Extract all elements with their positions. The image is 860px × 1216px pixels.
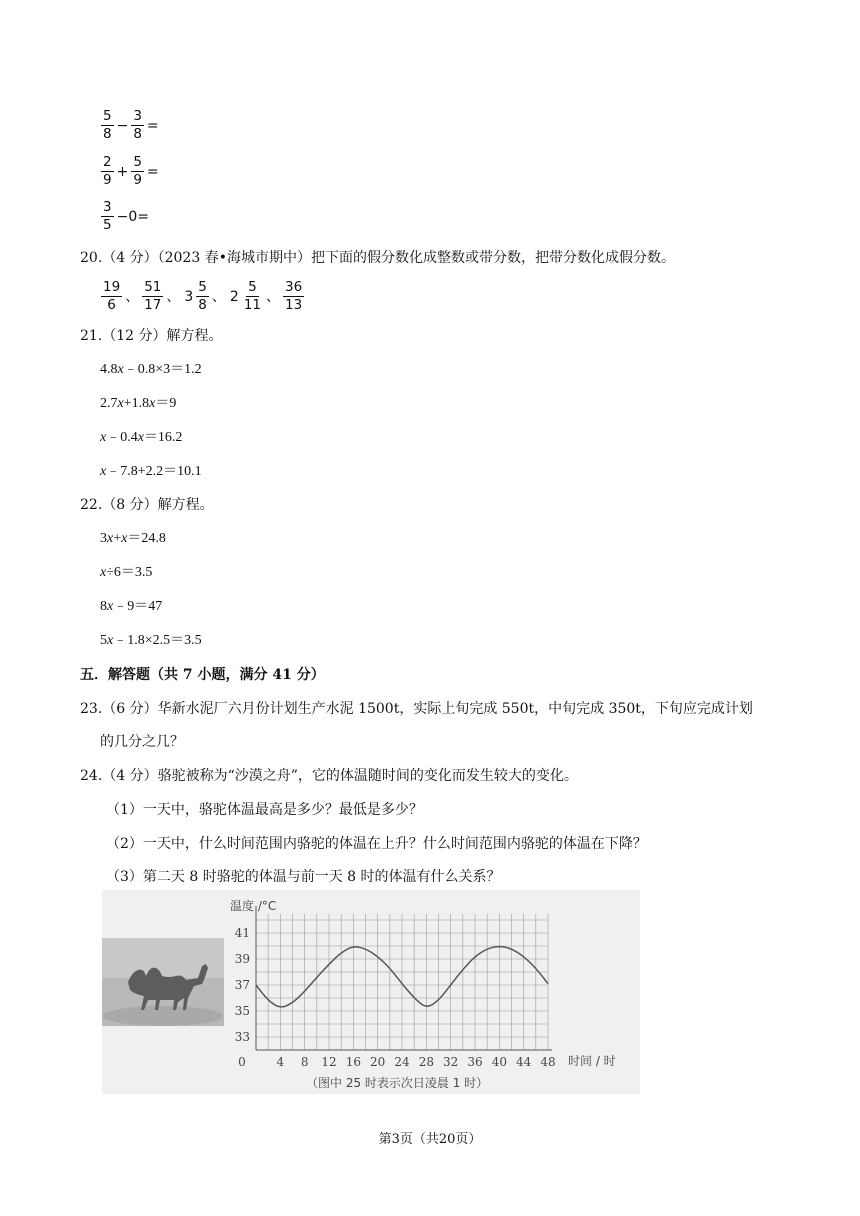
x-tick-label: 0: [238, 1055, 246, 1069]
y-tick-label: 37: [234, 978, 250, 992]
x-tick-label: 4: [276, 1055, 285, 1069]
fraction: $\frac{36}{13}$: [285, 279, 303, 313]
q20-fractions: $\frac{19}{6}$ 、 $\frac{51}{17}$ 、 3 $\frac{5}{8}$ 、 2 $\frac{5}{11}$ 、 $\frac{36}{13}$: [103, 279, 303, 313]
fraction-expr-2: $\frac{2}{9}$ + $\frac{5}{9}$ =: [103, 154, 159, 188]
question-23-cont: 的几分之几？: [100, 734, 184, 750]
x-tick-label: 48: [540, 1055, 556, 1069]
x-tick-label: 8: [300, 1055, 309, 1069]
page-footer: 第3页（共20页）: [378, 1132, 482, 1147]
x-tick-label: 44: [516, 1055, 532, 1069]
sub-question-3: （3）第二天 8 时骆驼的体温与前一天 8 时的体温有什么关系？: [106, 869, 501, 885]
equation: 4.8x﹣0.8×3＝1.2: [100, 362, 202, 377]
question-22: 22.（8 分）解方程。: [80, 497, 214, 513]
fraction-expr-3: $\frac{3}{5}$ −0=: [103, 199, 149, 233]
question-23: 23.（6 分）华新水泥厂六月份计划生产水泥 1500t，实际上旬完成 550t，中旬完成 350t，下旬应完成计划: [80, 701, 753, 717]
fraction: $\frac{3}{8}$: [133, 108, 142, 142]
equation: x÷6＝3.5: [100, 565, 153, 580]
x-tick-label: 12: [321, 1055, 337, 1069]
camel-image: [102, 938, 224, 1026]
fraction: $\frac{3}{5}$: [103, 199, 112, 233]
x-tick-label: 36: [467, 1055, 483, 1069]
x-tick-label: 40: [491, 1055, 507, 1069]
x-axis-label: 时间 / 时: [568, 1054, 616, 1068]
fraction: $\frac{5}{11}$: [243, 279, 261, 313]
fraction: $\frac{5}{9}$: [133, 154, 142, 188]
section-heading: 五．解答题（共 7 小题，满分 41 分）: [80, 667, 325, 683]
y-tick-label: 33: [234, 1030, 250, 1044]
question-24: 24.（4 分）骆驼被称为“沙漠之舟”，它的体温随时间的变化而发生较大的变化。: [80, 768, 578, 784]
question-20: 20.（4 分）（2023 春•海城市期中）把下面的假分数化成整数或带分数，把带分数化成假分数。: [80, 250, 675, 266]
x-tick-label: 32: [443, 1055, 459, 1069]
temperature-line-chart: [226, 890, 640, 1094]
equation: 5x﹣1.8×2.5＝3.5: [100, 633, 202, 648]
fraction: $\frac{5}{8}$: [103, 108, 112, 142]
fraction-expr-1: $\frac{5}{8}$ − $\frac{3}{8}$ =: [103, 108, 159, 142]
y-tick-label: 35: [234, 1004, 250, 1018]
fraction: $\frac{51}{17}$: [144, 279, 162, 313]
fraction: $\frac{19}{6}$: [103, 279, 121, 313]
equation: 3x+x＝24.8: [100, 531, 166, 546]
fraction: $\frac{5}{8}$: [198, 279, 207, 313]
fraction: $\frac{2}{9}$: [103, 154, 112, 188]
y-tick-label: 39: [234, 952, 250, 966]
sub-question-1: （1）一天中，骆驼体温最高是多少？最低是多少？: [106, 802, 423, 818]
chart-caption: （图中 25 时表示次日凌晨 1 时）: [306, 1076, 489, 1090]
x-tick-label: 20: [370, 1055, 386, 1069]
equation: 8x﹣9＝47: [100, 599, 163, 614]
x-tick-label: 24: [394, 1055, 410, 1069]
camel-temperature-figure: [102, 890, 640, 1094]
x-tick-label: 16: [345, 1055, 361, 1069]
equation: x﹣7.8+2.2＝10.1: [100, 464, 202, 479]
question-21: 21.（12 分）解方程。: [80, 328, 223, 344]
y-tick-label: 41: [234, 926, 250, 940]
equation: 2.7x+1.8x＝9: [100, 396, 177, 411]
x-tick-label: 28: [418, 1055, 434, 1069]
sub-question-2: （2）一天中，什么时间范围内骆驼的体温在上升？什么时间范围内骆驼的体温在下降？: [106, 836, 647, 852]
equation: x﹣0.4x＝16.2: [100, 430, 183, 445]
y-axis-label: 温度 /°C: [230, 899, 277, 913]
